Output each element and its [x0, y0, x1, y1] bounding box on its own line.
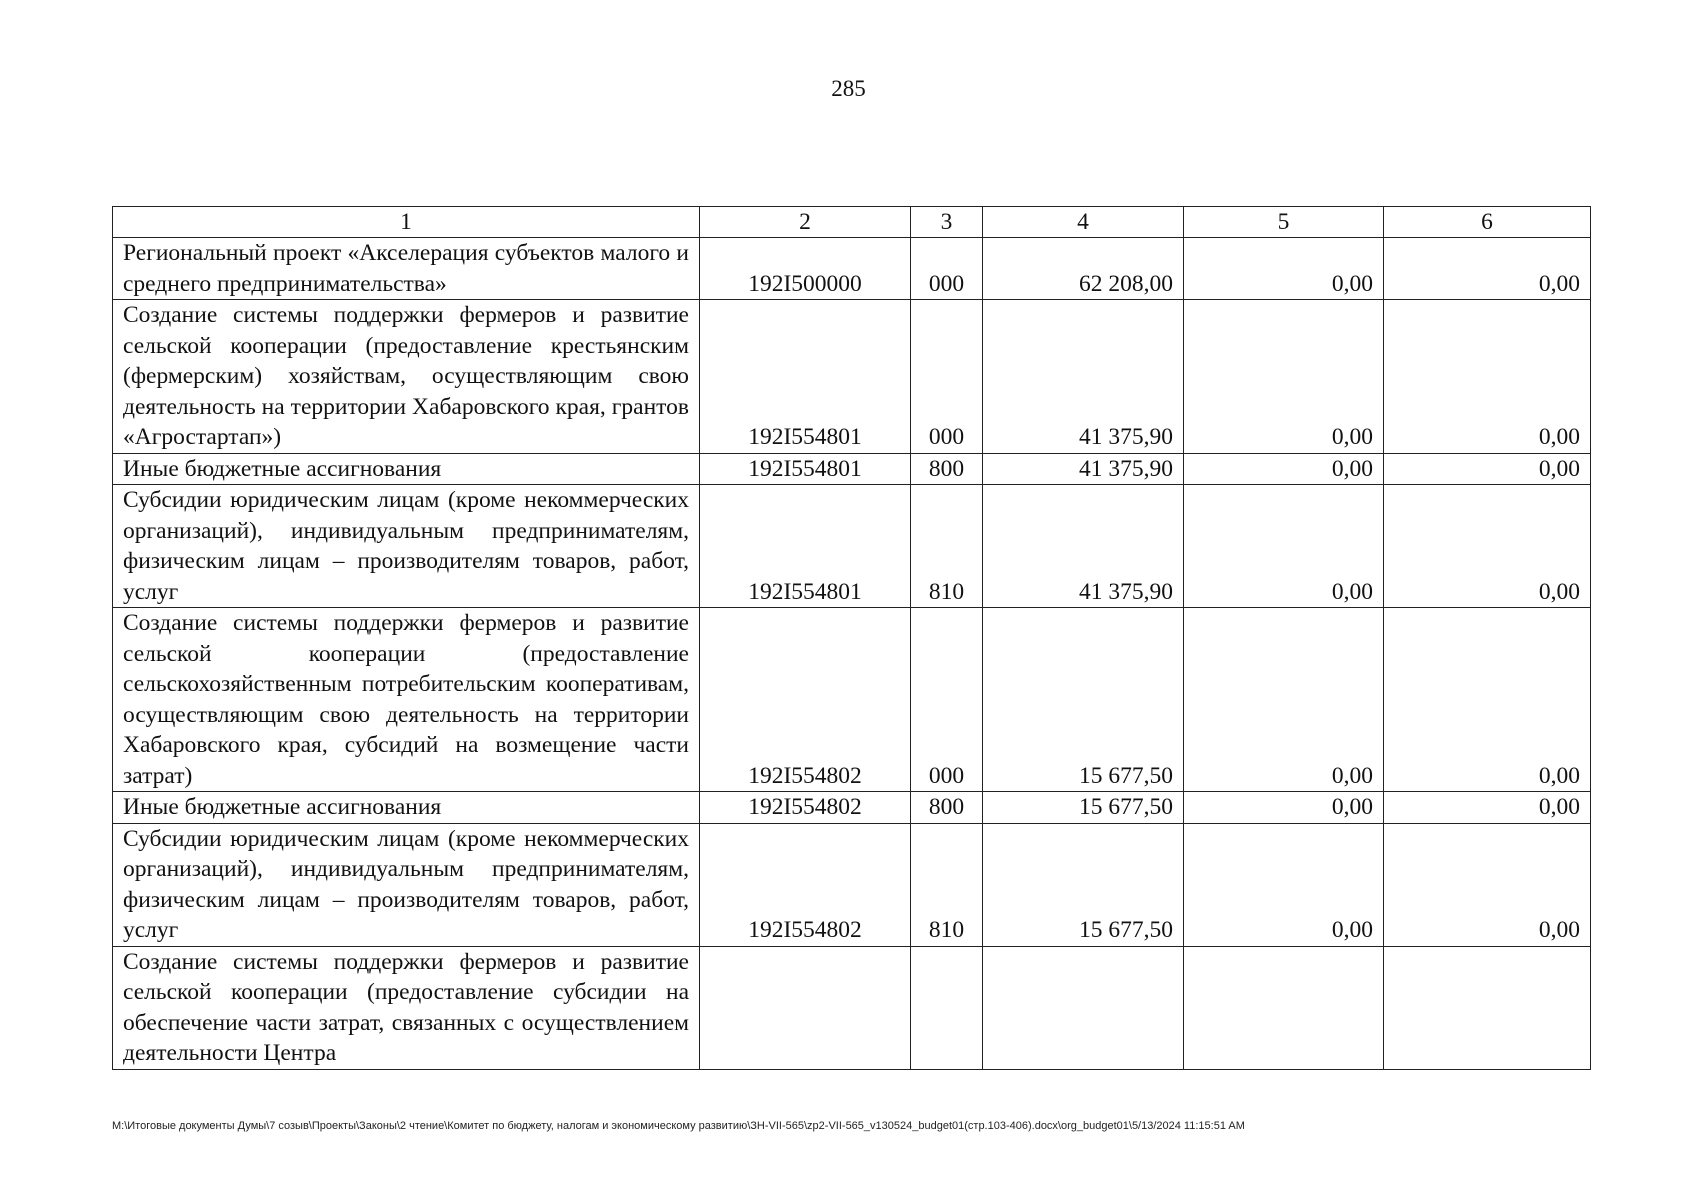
row-amount-col4: 41 375,90	[983, 485, 1184, 608]
column-header-2: 2	[700, 207, 911, 238]
row-expense-type: 800	[911, 453, 983, 485]
page-number: 285	[831, 76, 866, 101]
row-target-code: 192I554802	[700, 823, 911, 946]
row-amount-col5: 0,00	[1184, 608, 1384, 792]
row-name: Создание системы поддержки фермеров и развитие сельской кооперации (предоставление крестьянским (фермерским) хозяйствам, осуществляющим свою деятельность на территории Хабаровского края, грантов «Агростартап»)	[113, 300, 700, 454]
table-row	[113, 485, 1591, 608]
row-amount-col4	[983, 946, 1184, 1069]
row-amount-col5: 0,00	[1184, 453, 1384, 485]
row-expense-type	[911, 946, 983, 1069]
row-name: Создание системы поддержки фермеров и развитие сельской кооперации (предоставление сельскохозяйственным потребительским кооперативам, осуществляющим свою деятельность на территории Хабаровского края, субсидий на возмещение части затрат)	[113, 608, 700, 792]
row-expense-type: 000	[911, 238, 983, 300]
column-header-4: 4	[983, 207, 1184, 238]
row-name: Субсидии юридическим лицам (кроме некоммерческих организаций), индивидуальным предпринимателям, физическим лицам – производителям товаров, работ, услуг	[113, 823, 700, 946]
row-amount-col6: 0,00	[1384, 453, 1591, 485]
row-amount-col4: 15 677,50	[983, 823, 1184, 946]
row-expense-type: 810	[911, 823, 983, 946]
footer-file-path: M:\Итоговые документы Думы\7 созыв\Проекты\Законы\2 чтение\Комитет по бюджету, налогам и экономическому развитию\ЗН-VII-565\zp2-VII-565_v130524_budget01(стр.103-406).docx\org_budget01\5/13/2024 11:15:51 AM	[112, 1120, 1245, 1132]
row-amount-col6: 0,00	[1384, 238, 1591, 300]
row-amount-col5	[1184, 946, 1384, 1069]
row-amount-col4: 41 375,90	[983, 453, 1184, 485]
row-name: Иные бюджетные ассигнования	[113, 453, 700, 485]
row-target-code: 192I554801	[700, 300, 911, 454]
row-expense-type: 000	[911, 300, 983, 454]
row-amount-col6	[1384, 946, 1591, 1069]
row-amount-col6: 0,00	[1384, 792, 1591, 824]
row-name: Региональный проект «Акселерация субъектов малого и среднего предпринимательства»	[113, 238, 700, 300]
row-name: Создание системы поддержки фермеров и развитие сельской кооперации (предоставление субсидии на обеспечение части затрат, связанных с осуществлением деятельности Центра	[113, 946, 700, 1069]
row-expense-type: 810	[911, 485, 983, 608]
table-row	[113, 792, 1591, 824]
row-name: Субсидии юридическим лицам (кроме некоммерческих организаций), индивидуальным предпринимателям, физическим лицам – производителям товаров, работ, услуг	[113, 485, 700, 608]
row-amount-col4: 15 677,50	[983, 608, 1184, 792]
row-amount-col4: 62 208,00	[983, 238, 1184, 300]
table-row	[113, 238, 1591, 300]
row-target-code: 192I500000	[700, 238, 911, 300]
row-amount-col6: 0,00	[1384, 823, 1591, 946]
row-amount-col5: 0,00	[1184, 792, 1384, 824]
row-expense-type: 000	[911, 608, 983, 792]
column-header-3: 3	[911, 207, 983, 238]
row-target-code: 192I554801	[700, 485, 911, 608]
column-header-1: 1	[113, 207, 700, 238]
row-amount-col4: 41 375,90	[983, 300, 1184, 454]
column-header-5: 5	[1184, 207, 1384, 238]
table-row	[113, 823, 1591, 946]
row-target-code	[700, 946, 911, 1069]
row-amount-col6: 0,00	[1384, 485, 1591, 608]
budget-table	[112, 206, 1591, 1070]
table-row	[113, 300, 1591, 454]
row-amount-col5: 0,00	[1184, 238, 1384, 300]
row-amount-col6: 0,00	[1384, 300, 1591, 454]
row-amount-col6: 0,00	[1384, 608, 1591, 792]
row-amount-col5: 0,00	[1184, 485, 1384, 608]
row-target-code: 192I554802	[700, 608, 911, 792]
row-amount-col5: 0,00	[1184, 300, 1384, 454]
row-target-code: 192I554801	[700, 453, 911, 485]
row-name: Иные бюджетные ассигнования	[113, 792, 700, 824]
table-row	[113, 453, 1591, 485]
header-row	[113, 207, 1591, 238]
table-row	[113, 946, 1591, 1069]
row-amount-col4: 15 677,50	[983, 792, 1184, 824]
row-amount-col5: 0,00	[1184, 823, 1384, 946]
column-header-6: 6	[1384, 207, 1591, 238]
row-target-code: 192I554802	[700, 792, 911, 824]
table-row	[113, 608, 1591, 792]
row-expense-type: 800	[911, 792, 983, 824]
